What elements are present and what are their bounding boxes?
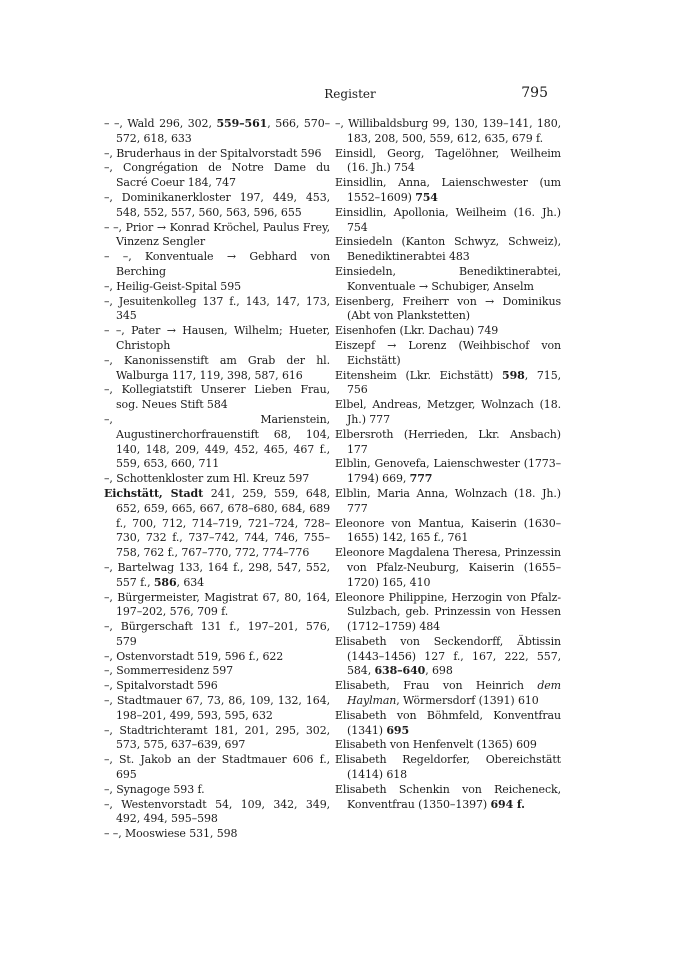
index-entry-text: –, Spitalvorstadt 596: [104, 679, 218, 693]
index-entry-text: , 634: [176, 575, 205, 589]
index-entry: [335, 147, 561, 177]
index-entry-text: Einsidlin, Apollonia, Weilheim (16. Jh.) 754: [335, 205, 561, 234]
index-entry: [335, 546, 561, 590]
page-number: 795: [521, 85, 548, 101]
index-entry-text: –, Bruderhaus in der Spitalvorstadt 596: [104, 146, 322, 160]
index-entry: [335, 235, 561, 265]
index-entry: [335, 783, 561, 813]
index-entry: [335, 457, 561, 487]
index-entry-text: –, Kollegiatstift Unserer Lieben Frau, sog. Neues Stift 584: [104, 383, 330, 412]
index-entry: [335, 753, 561, 783]
index-entry: [104, 664, 330, 679]
index-entry: [104, 295, 330, 325]
index-entry: [104, 724, 330, 754]
index-entry-text: 241, 259, 559, 648, 652, 659, 665, 667, 678–680, 684, 689 f., 700, 712, 714–719, 721–724, 728–730, 732 f., 737–742, 744, 746, 755–758, 762 f., 767–770, 772, 774–776: [116, 486, 330, 560]
index-entry-text: Elisabeth von Böhmfeld, Konventfrau (1341): [335, 708, 561, 737]
index-entry-text: – –, Konventuale → Gebhard von Berching: [104, 250, 330, 278]
index-entry-text: –, Stadtmauer 67, 73, 86, 109, 132, 164, 198–201, 499, 593, 595, 632: [104, 694, 330, 722]
index-entry: [104, 472, 330, 487]
index-entry-bold-text: 638–640: [374, 664, 426, 678]
index-entry: [335, 176, 561, 206]
index-entry-text: – –, Pater → Hausen, Wilhelm; Hueter, Christoph: [104, 324, 330, 352]
index-column-right: [335, 117, 561, 812]
index-entry-text: Elblin, Maria Anna, Wolnzach (18. Jh.) 777: [335, 486, 561, 515]
index-entry-text: Einsidl, Georg, Tagelöhner, Weilheim (16. Jh.) 754: [335, 146, 561, 175]
index-entry: [104, 147, 330, 162]
index-entry-text: , 566, 570–572, 618, 633: [116, 117, 330, 145]
index-entry: [104, 221, 330, 251]
index-entry-text: –, Bürgerschaft 131 f., 197–201, 576, 579: [104, 620, 330, 648]
index-entry: [104, 694, 330, 724]
index-entry-text: Einsiedeln (Kanton Schwyz, Schweiz), Benediktinerabtei 483: [335, 235, 561, 264]
index-entry-text: Einsiedeln, Benediktinerabtei, Konventuale → Schubiger, Anselm: [335, 264, 561, 293]
index-entry: [335, 487, 561, 517]
index-entry-text: , 715, 756: [347, 368, 561, 397]
index-entry: [104, 591, 330, 621]
index-entry-bold-text: 694 f.: [490, 797, 525, 811]
index-entry-bold-text: 598: [502, 368, 525, 382]
index-entry: [104, 561, 330, 591]
index-entry-text: –, Marienstein, Augustinerchorfrauenstift 68, 104, 140, 148, 209, 449, 452, 465, 467 f., 559, 653, 660, 711: [104, 412, 330, 471]
index-entry: [104, 354, 330, 384]
index-entry-text: Eisenberg, Freiherr von → Dominikus (Abt von Plankstetten): [335, 294, 561, 323]
index-entry: [335, 635, 561, 679]
index-entry-text: –, Schottenkloster zum Hl. Kreuz 597: [104, 472, 310, 486]
index-entry-text: – –, Prior → Konrad Kröchel, Paulus Frey, Vinzenz Sengler: [104, 220, 330, 249]
index-entry-bold-text: 695: [386, 723, 410, 737]
index-entry-text: Elisabeth Schenkin von Reicheneck, Konventfrau (1350–1397): [335, 782, 561, 811]
index-entry-bold-text: 559–561: [216, 117, 268, 130]
index-entry-text: Elisabeth von Seckendorff, Äbtissin (1443–1456) 127 f., 167, 222, 557, 584,: [335, 634, 561, 678]
index-entry: [335, 398, 561, 428]
index-entry-text: Elblin, Genovefa, Laienschwester (1773–1794) 669,: [335, 457, 561, 486]
index-entry-text: , Wörmersdorf (1391) 610: [396, 694, 539, 708]
index-entry-text: – –, Mooswiese 531, 598: [104, 827, 238, 841]
index-entry: [104, 620, 330, 650]
index-entry: [104, 650, 330, 665]
index-entry: [335, 591, 561, 635]
index-entry: [104, 679, 330, 694]
index-entry: [335, 369, 561, 399]
index-entry-text: –, Willibaldsburg 99, 130, 139–141, 180, 183, 208, 500, 559, 612, 635, 679 f.: [335, 117, 561, 145]
index-entry-text: Eleonore Philippine, Herzogin von Pfalz-Sulzbach, geb. Prinzessin von Hessen (1712–1759) 484: [335, 590, 561, 634]
index-entry: [104, 487, 330, 561]
index-entry: [104, 783, 330, 798]
index-entry-text: –, Kanonissenstift am Grab der hl. Walburga 117, 119, 398, 587, 616: [104, 353, 330, 382]
index-entry: [335, 265, 561, 295]
running-head-title: Register: [324, 87, 376, 101]
index-entry-text: –, Sommerresidenz 597: [104, 664, 234, 678]
index-entry-text: Elisabeth Regeldorfer, Obereichstätt (1414) 618: [335, 753, 561, 782]
index-entry-bold-text: 586: [153, 575, 177, 589]
index-entry: [335, 679, 561, 709]
index-entry-text: –, Dominikanerkloster 197, 449, 453, 548, 552, 557, 560, 563, 596, 655: [104, 190, 330, 219]
index-entry: [104, 827, 330, 842]
index-entry-text: Eitensheim (Lkr. Eichstätt): [335, 368, 503, 382]
index-entry-bold-text: 754: [415, 190, 438, 204]
index-entry-text: Eleonore Magdalena Theresa, Prinzessin von Pfalz-Neuburg, Kaiserin (1655–1720) 165, 410: [335, 546, 561, 589]
index-entry: [335, 295, 561, 325]
index-entry: [104, 753, 330, 783]
index-entry-text: –, Synagoge 593 f.: [104, 782, 205, 796]
index-entry: [104, 250, 330, 280]
index-entry: [335, 517, 561, 547]
index-entry-text: Elisabeth, Frau von Heinrich: [335, 679, 538, 693]
index-entry-text: Einsidlin, Anna, Laienschwester (um 1552–1609): [335, 176, 561, 204]
index-entry-text: Elbersroth (Herrieden, Lkr. Ansbach) 177: [335, 427, 561, 456]
index-entry-text: –, Ostenvorstadt 519, 596 f., 622: [104, 649, 284, 663]
index-entry: [335, 117, 561, 147]
index-entry: [104, 798, 330, 828]
index-entry: [335, 428, 561, 458]
index-entry-text: – –, Wald 296, 302,: [104, 117, 217, 130]
index-entry: [335, 339, 561, 369]
index-entry-text: –, Bartelwag 133, 164 f., 298, 547, 552, 557 f.,: [104, 560, 330, 589]
index-column-left: [104, 117, 330, 842]
index-entry-text: Elbel, Andreas, Metzger, Wolnzach (18. Jh.) 777: [335, 398, 561, 426]
index-entry-bold-text: Eichstätt, Stadt: [104, 486, 204, 500]
index-entry-text: –, St. Jakob an der Stadtmauer 606 f., 695: [104, 753, 330, 782]
index-entry: [335, 324, 561, 339]
index-entry: [335, 206, 561, 236]
index-entry-text: –, Westenvorstadt 54, 109, 342, 349, 492, 494, 595–598: [104, 797, 330, 826]
index-entry-text: –, Stadtrichteramt 181, 201, 295, 302, 573, 575, 637–639, 697: [104, 723, 330, 752]
index-entry-text: Eiszepf → Lorenz (Weihbischof von Eichstätt): [335, 338, 561, 367]
index-entry: [104, 383, 330, 413]
index-entry: [104, 280, 330, 295]
index-entry-italic-text: dem Haylman: [347, 679, 561, 708]
page-header: [0, 85, 700, 105]
index-entry-text: , 698: [425, 664, 453, 678]
index-entry-text: Eleonore von Mantua, Kaiserin (1630–1655) 142, 165 f., 761: [335, 516, 561, 545]
index-entry-bold-text: 777: [409, 472, 433, 486]
index-entry: [335, 738, 561, 753]
index-entry-text: Elisabeth von Henfenvelt (1365) 609: [335, 738, 537, 752]
index-entry-text: Eisenhofen (Lkr. Dachau) 749: [335, 324, 499, 338]
index-entry: [104, 413, 330, 472]
index-entry-text: –, Heilig-Geist-Spital 595: [104, 279, 241, 293]
index-entry-text: –, Congrégation de Notre Dame du Sacré Coeur 184, 747: [104, 161, 330, 190]
index-entry: [104, 324, 330, 354]
index-entry: [104, 161, 330, 191]
index-entry-text: –, Bürgermeister, Magistrat 67, 80, 164, 197–202, 576, 709 f.: [104, 590, 330, 619]
index-entry-text: –, Jesuitenkolleg 137 f., 143, 147, 173, 345: [104, 294, 330, 323]
index-entry: [104, 191, 330, 221]
index-entry: [335, 709, 561, 739]
index-entry: [104, 117, 330, 147]
